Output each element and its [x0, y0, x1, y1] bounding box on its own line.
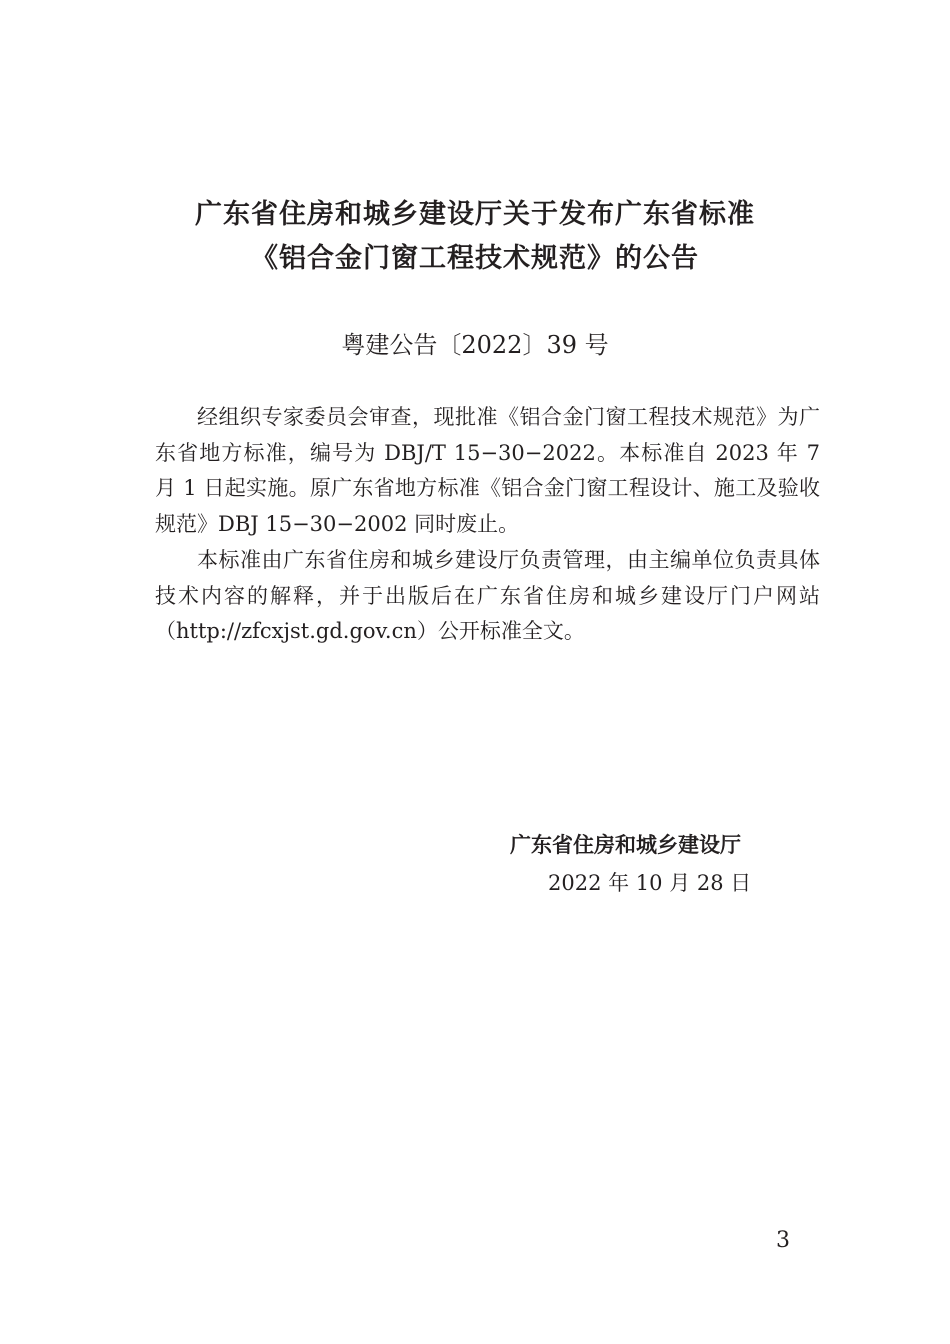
document-number: 粤建公告〔2022〕39 号 — [341, 331, 609, 359]
page-number: 3 — [776, 1228, 790, 1253]
issuer-signature: 广东省住房和城乡建设厅 — [510, 833, 741, 857]
announcement-title-line-1: 广东省住房和城乡建设厅关于发布广东省标准 — [195, 199, 755, 230]
body-paragraph-approval: 经组织专家委员会审查，现批准《铝合金门窗工程技术规范》为广东省地方标准，编号为 DBJ/T 15−30−2022。本标准自 2023 年 7 月 1 日起实施。原广东省地方标准《铝合金门窗工程设计、施工及验收规范》DBJ 15−30−2002 同时废止。 — [155, 405, 820, 536]
announcement-title-line-2: 《铝合金门窗工程技术规范》的公告 — [251, 243, 699, 274]
issue-date: 2022 年 10 月 28 日 — [548, 871, 752, 895]
body-paragraph-management: 本标准由广东省住房和城乡建设厅负责管理，由主编单位负责具体技术内容的解释，并于出版后在广东省住房和城乡建设厅门户网站（http://zfcxjst.gd.gov.cn）公开标准全文。 — [155, 548, 820, 643]
